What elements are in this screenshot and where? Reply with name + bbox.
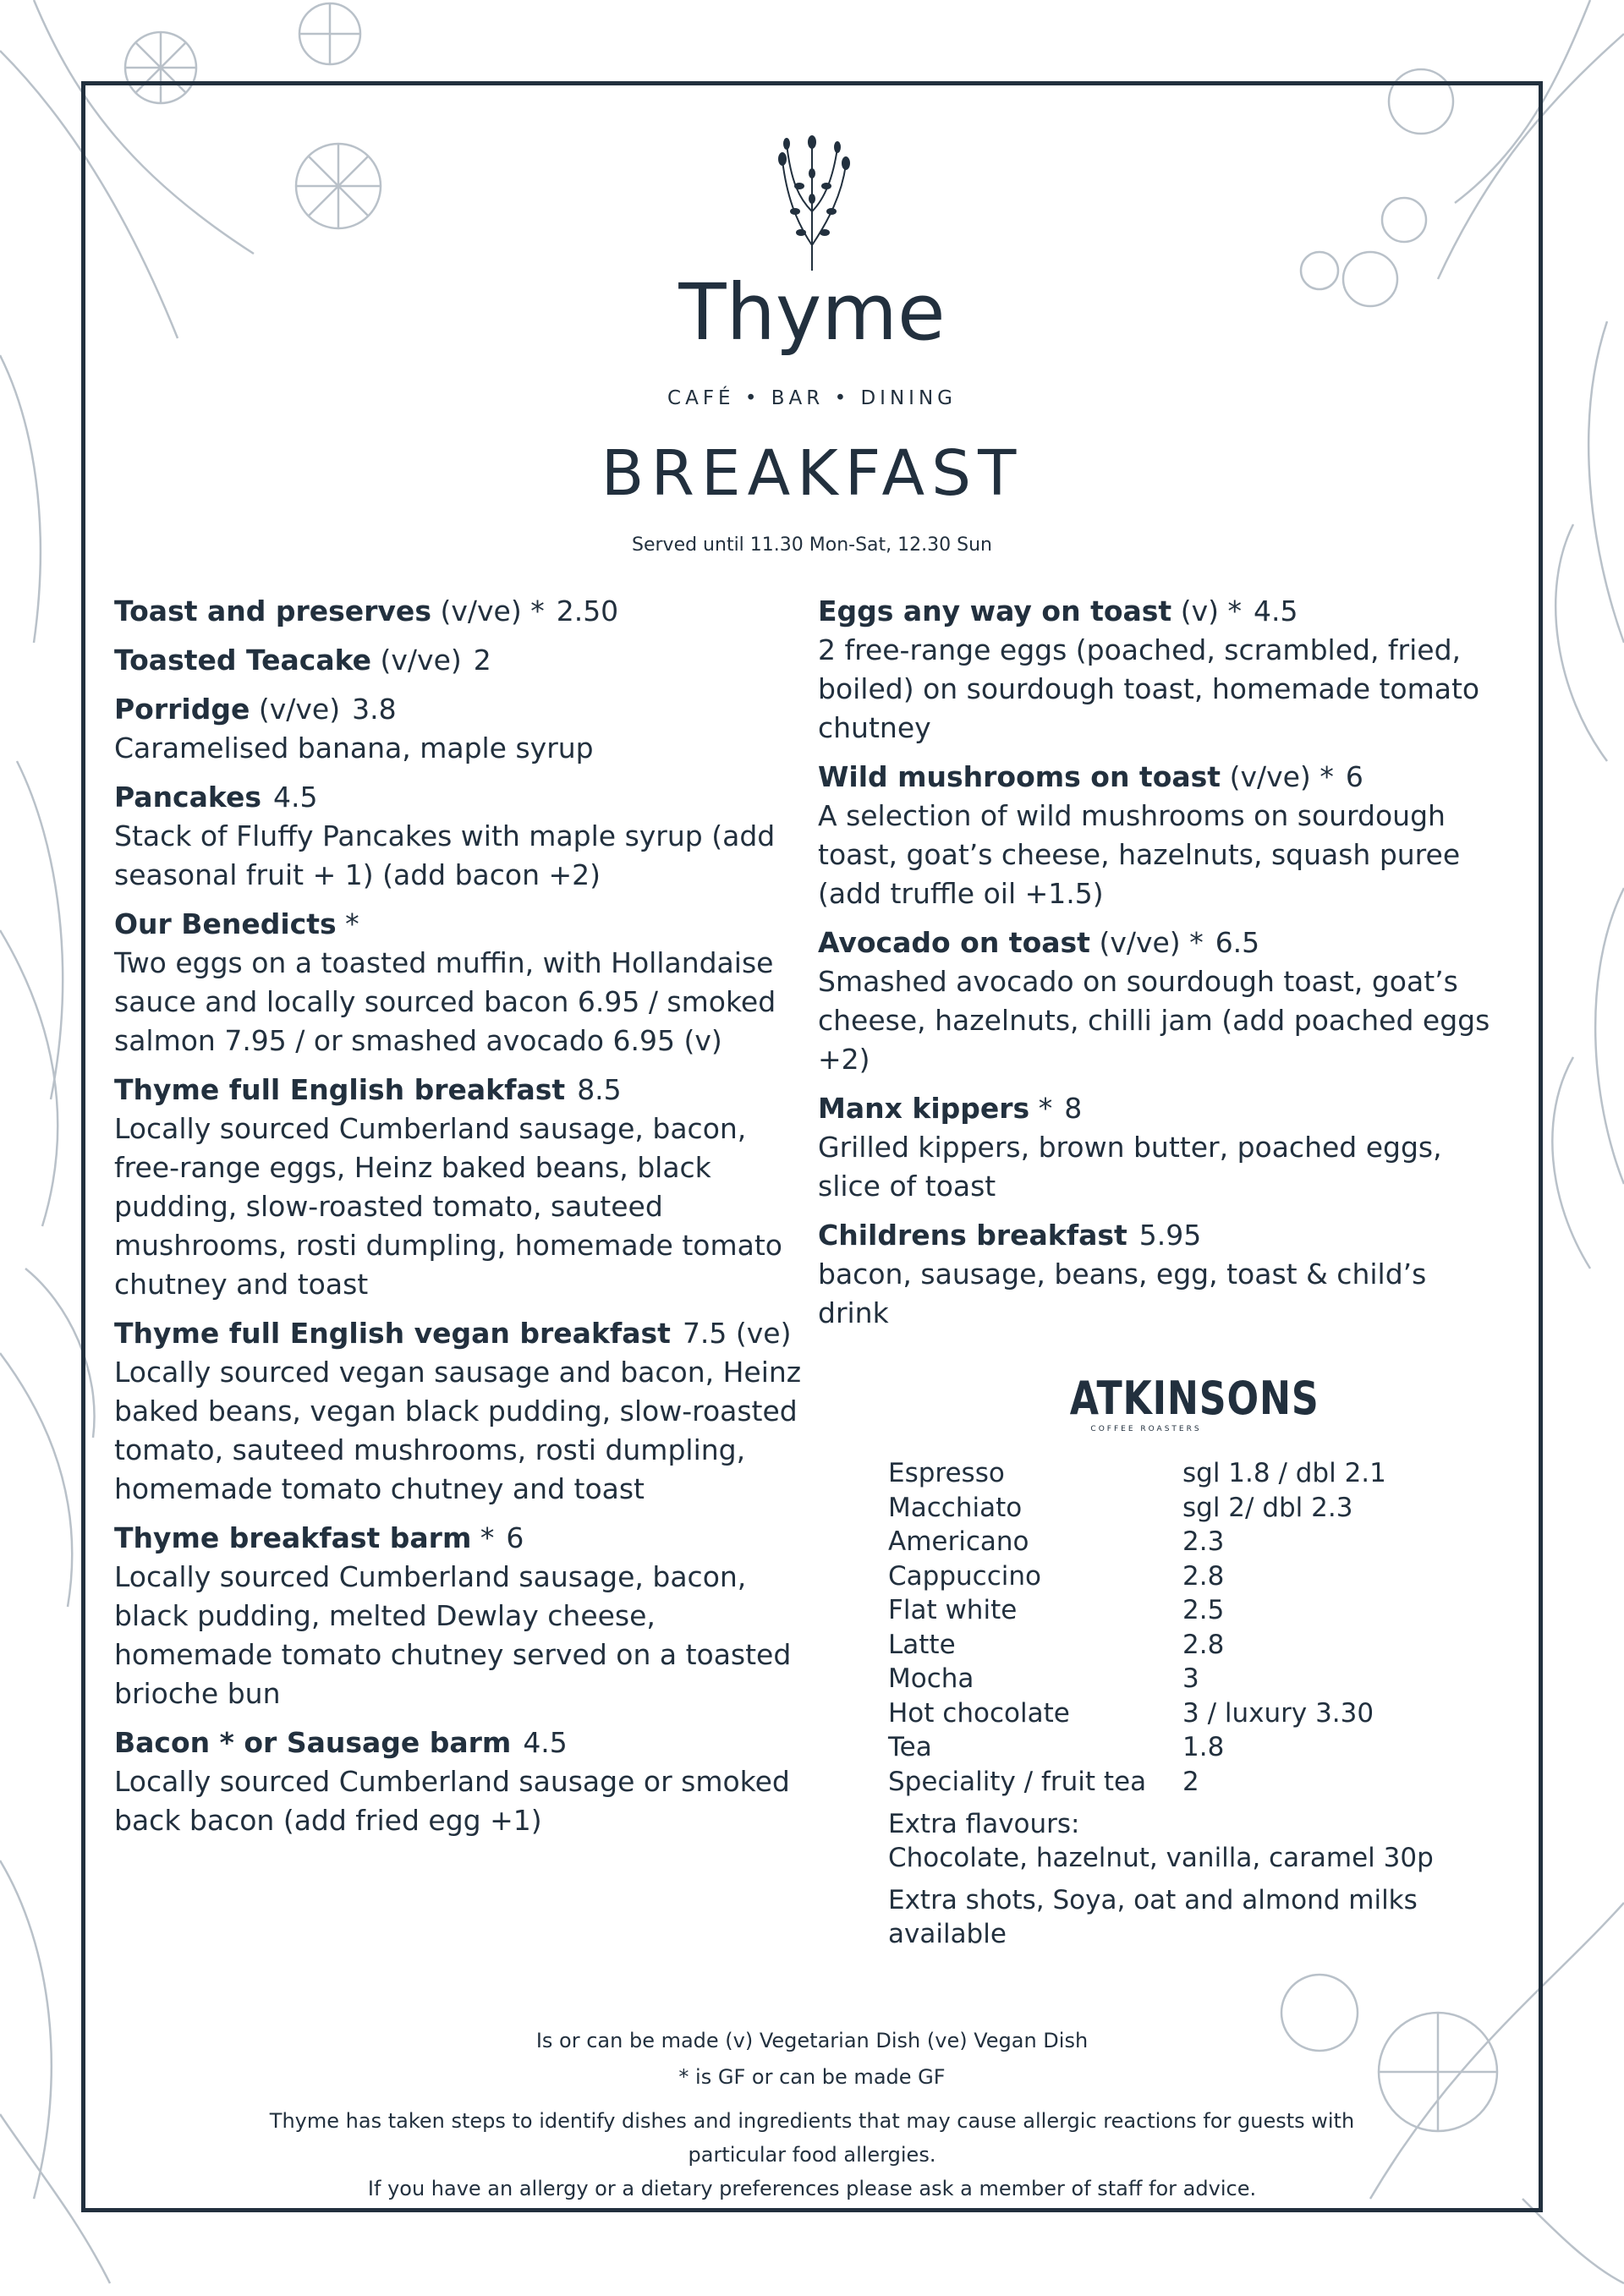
item-price: 8.5 [577,1073,622,1106]
extra-flavours-list: Chocolate, hazelnut, vanilla, caramel 30p [888,1843,1434,1873]
item-name: Toast and preserves [114,595,431,627]
allergy-text-1: Thyme has taken steps to identify dishes and ingredients that may cause allergic reactions for guests with particular food allergies. [269,2109,1355,2167]
drink-row [888,1696,1497,1731]
menu-item [114,778,816,895]
item-price: 6 [1345,760,1363,793]
item-price: 6 [506,1521,524,1554]
drink-row [888,1730,1497,1765]
drink-row [888,1491,1497,1526]
drink-name: Speciality / fruit tea [888,1766,1147,1797]
item-diet-tag: (v/ve) [1099,926,1181,959]
menu-item [818,758,1495,913]
item-gf-star: * [1189,926,1204,959]
item-gf-star: * [1320,760,1334,793]
item-price: 3.8 [352,693,397,726]
drink-price: 3 / luxury 3.30 [1182,1697,1374,1729]
item-gf-star: * [1038,1092,1053,1125]
drink-price: 2.5 [1182,1595,1225,1625]
menu-item [114,905,816,1060]
drink-name: Tea [888,1732,932,1762]
item-name: Childrens breakfast [818,1219,1127,1252]
item-gf-star: * [480,1521,495,1554]
logo-wordmark: ATKINSONS [1069,1372,1320,1425]
menu-item [818,923,1495,1079]
menu-item [818,592,1495,748]
item-description: Locally sourced Cumberland sausage, bacon, black pudding, melted Dewlay cheese, homemade tomato chutney served on a toasted brioche bun [114,1560,792,1710]
item-description: Smashed avocado on sourdough toast, goat’s cheese, hazelnuts, chilli jam (add poached eggs +2) [818,965,1490,1076]
item-description: Locally sourced vegan sausage and bacon, Heinz baked beans, vegan black pudding, slow-roasted tomato, sauteed mushrooms, rosti dumpling, homemade tomato chutney and toast [114,1356,802,1505]
item-price: 4.5 [1254,595,1298,627]
brand-name: Thyme [678,267,946,358]
drink-row [888,1765,1497,1800]
item-price: 7.5 (ve) [682,1317,792,1350]
item-diet-tag: (v/ve) [1229,760,1311,793]
drink-name: Mocha [888,1663,974,1694]
item-description: Stack of Fluffy Pancakes with maple syrup (add seasonal fruit + 1) (add bacon +2) [114,819,776,891]
item-price: 5.95 [1138,1219,1202,1252]
item-diet-tag: (v) [1180,595,1219,627]
item-price: 4.5 [523,1726,568,1759]
item-description: 2 free-range eggs (poached, scrambled, fried, boiled) on sourdough toast, homemade tomato chutney [818,633,1480,744]
drink-name: Americano [888,1526,1029,1557]
brand-tagline: CAFÉ • BAR • DINING [667,387,957,409]
drink-row [888,1628,1497,1663]
menu-column-right [818,592,1495,1343]
drink-name: Latte [888,1629,956,1660]
item-name: Porridge [114,693,250,726]
item-name: Pancakes [114,781,261,814]
thyme-sprig-icon [749,127,875,275]
item-diet-tag: (v/ve) [440,595,522,627]
item-name: Thyme breakfast barm [114,1521,472,1554]
item-name: Thyme full English vegan breakfast [114,1317,671,1350]
item-description: Two eggs on a toasted muffin, with Hollandaise sauce and locally sourced bacon 6.95 / smoked salmon 7.95 / or smashed avocado 6.95 (v) [114,946,776,1057]
item-description: bacon, sausage, beans, egg, toast & child’s drink [818,1258,1427,1329]
menu-item [114,641,816,680]
item-name: Thyme full English breakfast [114,1073,566,1106]
drink-price: sgl 1.8 / dbl 2.1 [1182,1458,1386,1488]
drink-name: Flat white [888,1595,1018,1625]
menu-item [818,1216,1495,1333]
item-price: 2 [473,644,491,677]
dietary-legend [0,2023,1624,2096]
drink-row [888,1662,1497,1696]
item-name: Eggs any way on toast [818,595,1172,627]
drink-row [888,1456,1497,1491]
drink-price: 1.8 [1182,1732,1225,1762]
item-name: Wild mushrooms on toast [818,760,1221,793]
item-gf-star: * [1227,595,1242,627]
menu-item [114,1071,816,1304]
drink-row [888,1559,1497,1594]
drink-row [888,1525,1497,1559]
menu-item [114,1723,816,1840]
menu-column-left [114,592,816,1850]
item-price: 6.5 [1215,926,1260,959]
menu-item [114,592,816,631]
item-price: 8 [1064,1092,1083,1125]
drink-price: 2.3 [1182,1526,1225,1557]
menu-item [818,1089,1495,1206]
item-price: 4.5 [272,781,318,814]
drink-name: Macchiato [888,1492,1023,1523]
menu-item [114,1314,816,1509]
item-gf-star: * [345,907,359,940]
drink-name: Hot chocolate [888,1697,1070,1729]
menu-item [114,690,816,768]
drink-row [888,1593,1497,1628]
drink-price: 2.8 [1182,1629,1225,1660]
item-description: Locally sourced Cumberland sausage, bacon, free-range eggs, Heinz baked beans, black pudding, slow-roasted tomato, sauteed mushrooms, rosti dumpling, homemade tomato chutney and toast [114,1112,782,1301]
allergy-notice [254,2104,1370,2206]
menu-item [114,1519,816,1713]
item-diet-tag: (v/ve) [258,693,341,726]
legend-gf: * is GF or can be made GF [678,2065,946,2089]
item-name: Toasted Teacake [114,644,372,677]
drink-name: Cappuccino [888,1560,1041,1592]
drink-price: 3 [1182,1663,1199,1694]
item-name: Bacon * or Sausage barm [114,1726,512,1759]
extra-flavours [888,1807,1497,1875]
item-description: Locally sourced Cumberland sausage or smoked back bacon (add fried egg +1) [114,1765,790,1837]
drinks-list [888,1456,1497,1951]
atkinsons-logo [1053,1372,1320,1433]
allergy-text-2: If you have an allergy or a dietary preferences please ask a member of staff for advice. [367,2177,1257,2200]
menu-title: BREAKFAST [601,437,1023,510]
item-diet-tag: (v/ve) [380,644,462,677]
drink-price: 2 [1182,1766,1199,1797]
item-name: Avocado on toast [818,926,1090,959]
item-name: Manx kippers [818,1092,1030,1125]
served-hours: Served until 11.30 Mon-Sat, 12.30 Sun [632,534,992,556]
extra-shots: Extra shots, Soya, oat and almond milks available [888,1885,1418,1949]
extra-flavours-label: Extra flavours: [888,1809,1080,1839]
drink-price: 2.8 [1182,1560,1225,1592]
item-name: Our Benedicts [114,907,337,940]
item-description: A selection of wild mushrooms on sourdough toast, goat’s cheese, hazelnuts, squash puree (add truffle oil +1.5) [818,799,1461,910]
item-price: 2.50 [556,595,619,627]
item-description: Caramelised banana, maple syrup [114,732,594,764]
legend-veg: Is or can be made (v) Vegetarian Dish (ve) Vegan Dish [535,2029,1089,2052]
drink-price: sgl 2/ dbl 2.3 [1182,1492,1353,1523]
drink-name: Espresso [888,1458,1005,1488]
item-gf-star: * [530,595,545,627]
item-description: Grilled kippers, brown butter, poached eggs, slice of toast [818,1131,1442,1203]
logo-subtitle: COFFEE ROASTERS [1090,1425,1202,1433]
